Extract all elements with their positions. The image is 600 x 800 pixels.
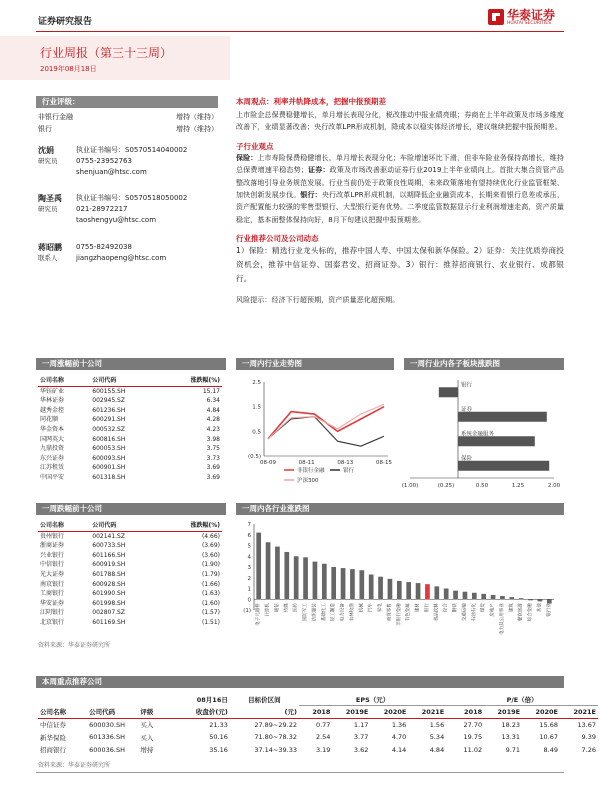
rating-row: 非银行金融 增持（维持）: [38, 113, 218, 121]
table-cell: 4.84: [206, 406, 220, 414]
category-label: 电力及公用事业: [499, 603, 505, 635]
bar: [256, 533, 261, 600]
bar: [528, 599, 533, 600]
y-tick-label: 6: [247, 532, 251, 539]
table-cell: 江阴银行: [40, 609, 65, 617]
bar: [425, 584, 430, 599]
table-row: [38, 551, 222, 561]
column-header: 2018: [464, 707, 483, 716]
table-cell: 27.70: [463, 720, 483, 729]
logo-cn: 华泰证券: [507, 8, 556, 22]
column-header: 公司名称: [40, 708, 66, 716]
table-cell: (3.60): [201, 551, 220, 559]
bar: [275, 547, 280, 600]
table-cell: 27.89~29.22: [254, 720, 297, 729]
table-cell: 35.16: [209, 745, 228, 754]
y-tick-label: 1: [247, 586, 251, 593]
table-cell: 华金资本: [40, 425, 65, 433]
category-label: 建材: [415, 603, 421, 613]
table-cell: 21.33: [209, 720, 228, 729]
table-cell: 2.54: [315, 733, 331, 742]
column-header: 公司代码: [89, 708, 116, 716]
table-row: [38, 406, 222, 416]
column-header: 2018: [312, 707, 331, 716]
trend-chart: [236, 374, 396, 492]
bar: [472, 593, 477, 599]
table-cell: (3.69): [201, 542, 220, 550]
column-header: 2020E: [535, 707, 558, 716]
table-cell: 600919.SH: [92, 561, 126, 569]
category-label: 医药: [293, 603, 299, 613]
analyst-block: [38, 145, 228, 270]
category-label: 汽车: [368, 603, 374, 613]
bar: [322, 564, 327, 599]
table-cell: 4.14: [391, 745, 407, 754]
column-header: 评级: [140, 708, 154, 716]
table-row: [38, 618, 222, 628]
table-cell: 南京银行: [40, 580, 65, 588]
category-label: 商贸零售: [387, 603, 393, 622]
table-cell: 600053.SH: [92, 445, 126, 453]
sub-text: 保险：上市寿险保费稳健增长，单月增长表现分化；车险增速环比下滑，但非车险业务保持高增长，维持总保费增速平稳态势；证券：政策及市场改善驱动证券行业2019上半年业绩向上。首批大集合资管产品整改落地引导业务规范发展。行业当前仍处于政策良性周期，未来政策落地有望持续优化行业监管框架、加快创新发展步伐。银行：央行改革LPR形成机制，以期降低企业融资成本，长期来看银行息差或承压，资产配置能力较强的零售型银行、大型银行更有优势。二季度监管数据显示行业利润增速走高，资产质量稳定，基本面整体保持向好，8月下旬建议把握中报预期差。: [236, 153, 564, 224]
sub-title: 子行业观点: [236, 141, 274, 151]
bar: [416, 583, 421, 599]
x-tick-label: 08-13: [337, 460, 354, 466]
table-cell: 工商银行: [40, 590, 65, 598]
table-cell: (4.66): [201, 532, 220, 540]
rec-text: 1）保险：精选行业龙头标的，推荐中国人寿、中国太保和新华保险。2）证券：关注优质券商投资机会，推荐中信证券、国泰君安、招商证券。3）银行：推荐招商银行、农业银行、成都银行。: [236, 246, 564, 284]
table-cell: (1.60): [201, 599, 220, 607]
table-cell: 中国平安: [40, 473, 65, 481]
table-cell: 8.49: [543, 745, 558, 754]
bar: [359, 570, 364, 599]
table-cell: (1.66): [201, 580, 220, 588]
category-label: 石油石化: [471, 603, 477, 622]
source-note: 资料来源：华泰证券研究所: [38, 762, 111, 769]
y-tick-label: (1): [243, 608, 251, 614]
table-cell: 贵州银行: [40, 532, 65, 540]
table-row: [38, 396, 222, 406]
category-label: 交通运输: [462, 603, 468, 622]
table-cell: 同花顺: [40, 416, 59, 424]
recommend-table: [38, 693, 598, 756]
table-cell: 1.56: [429, 720, 445, 729]
table-cell: 600155.SH: [92, 387, 126, 395]
bar: [294, 556, 299, 599]
table-cell: 600816.SH: [92, 435, 126, 443]
y-tick-label: 1.5: [252, 404, 261, 411]
table-row: [38, 454, 222, 464]
category-label: 钢铁: [453, 603, 459, 613]
footer-divider: [36, 772, 564, 773]
category-label: 综合: [443, 603, 449, 613]
table-row: [38, 599, 222, 609]
legend-label: 沪深300: [297, 478, 319, 484]
table-cell: 中信证券: [40, 721, 66, 730]
table-cell: 002807.SZ: [92, 609, 125, 617]
column-header: 收盘价(元): [195, 708, 228, 716]
bar: [458, 412, 547, 422]
category-label: 煤炭: [481, 603, 487, 613]
table-cell: 九鼎投资: [40, 445, 65, 453]
table-cell: 5.34: [429, 733, 445, 742]
table-header: 08月16日 目标价区间 EPS（元） P/E（倍）: [38, 693, 598, 706]
bar: [313, 562, 318, 600]
table-cell: 50.16: [209, 733, 228, 742]
table-cell: 13.67: [577, 720, 596, 729]
category-label: 食品饮料: [434, 603, 440, 622]
logo: [488, 5, 564, 29]
x-tick-label: 1.25: [511, 483, 525, 489]
table-cell: 0.77: [315, 720, 331, 729]
x-tick-label: 2.00: [547, 483, 561, 489]
table-cell: 北京银行: [40, 618, 65, 626]
table-cell: 19.75: [463, 733, 483, 742]
y-tick-label: 5: [247, 543, 251, 550]
table-cell: 3.75: [206, 445, 220, 453]
analyst-1: 沈娟 研究员 执业证书编号：S0570514040002 0755-23952763 shenjuan@htsc.com: [38, 146, 188, 176]
table-cell: 4.84: [429, 745, 445, 754]
table-cell: 15.68: [539, 720, 558, 729]
table-cell: 3.69: [206, 464, 220, 472]
main-text: [236, 96, 564, 307]
x-tick-label: 0.50: [475, 483, 489, 489]
table-cell: 华安证券: [40, 599, 65, 607]
table-cell: (1.90): [201, 561, 220, 569]
x-tick-label: 08-15: [376, 460, 392, 466]
table-cell: 9.71: [505, 745, 521, 754]
column-header: 2021E: [573, 707, 596, 716]
headline-text: 上市险企总保费稳健增长，单月增长表现分化，税改推动中报业绩亮眼；券商在上半年政策及市场多维度改善下，业绩显著改善；央行改革LPR形成机制，降成本以稳实体经济增长，建议继续把握中报预期差。: [236, 111, 564, 132]
bar: [453, 591, 458, 600]
rating-row: 银行 增持（维持）: [38, 125, 218, 133]
table-cell: 601336.SH: [89, 733, 125, 742]
category-label: 证券: [461, 406, 473, 413]
gainers-title: 一周涨幅前十公司: [36, 358, 226, 370]
table-cell: 71.80~78.32: [254, 733, 297, 742]
y-tick-label: (0.5): [247, 454, 261, 460]
bar: [341, 568, 346, 599]
table-row: [38, 444, 222, 454]
series-line: [268, 404, 384, 439]
category-label: 传媒: [284, 603, 290, 613]
table-cell: 1.36: [391, 720, 407, 729]
table-cell: 招商银行: [40, 746, 66, 755]
y-tick-label: 2.5: [252, 380, 261, 386]
table-header: [38, 706, 598, 719]
bar: [444, 589, 449, 600]
rating-table: [38, 112, 218, 136]
report-date: 2019年08月18日: [40, 65, 97, 73]
bar: [388, 579, 393, 599]
category-label: 计算机: [265, 603, 271, 617]
table-cell: 华林证券: [40, 397, 65, 405]
table-cell: 601236.SH: [92, 406, 126, 414]
category-label: 保险: [461, 455, 473, 462]
table-row: [38, 386, 222, 396]
sub-sector-chart: [396, 374, 566, 492]
table-header: 公司名称 公司代码 涨跌幅(%): [38, 376, 222, 386]
table-cell: (1.79): [201, 570, 220, 578]
x-tick-label: (0.25): [437, 483, 455, 489]
table-cell: 601166.SH: [92, 551, 126, 559]
recommend-title: 本周重点推荐公司: [36, 676, 564, 688]
table-cell: 13.31: [501, 733, 521, 742]
table-cell: 4.70: [391, 733, 407, 742]
y-tick-label: 4: [247, 554, 251, 561]
category-label: 餐饮旅游: [518, 603, 524, 622]
category-label: 银行: [461, 382, 473, 389]
table-cell: (1.57): [201, 609, 220, 617]
table-cell: 买入: [140, 721, 154, 730]
table-cell: 3.77: [353, 733, 369, 742]
bar: [397, 581, 402, 599]
table-cell: 4.23: [206, 425, 220, 433]
table-row: [38, 531, 222, 541]
table-cell: 600036.SH: [89, 745, 125, 754]
table-cell: 9.39: [581, 733, 596, 742]
table-row: [38, 415, 222, 425]
table-cell: 000532.SZ: [92, 425, 125, 433]
table-cell: 600733.SH: [92, 542, 126, 550]
category-label: 农林牧渔: [349, 603, 355, 622]
bar: [434, 586, 439, 599]
table-cell: 6.34: [206, 397, 220, 405]
analyst-3: 蒋昭鹏 联系人 0755-82492038 jiangzhaopeng@htsc.com: [38, 243, 167, 262]
y-tick-label: 7: [247, 522, 251, 528]
table-cell: 越秀金控: [40, 406, 65, 414]
losers-table: [38, 521, 222, 628]
table-row: [38, 719, 598, 732]
bar: [350, 569, 355, 599]
analyst-2: 陶圣禹 研究员 执业证书编号：S0570518050002 021-28972217 taoshengyu@htsc.com: [38, 194, 188, 224]
y-tick-label: 3: [247, 565, 251, 571]
table-cell: (1.63): [201, 590, 220, 598]
column-header: 2019E: [497, 707, 521, 716]
column-header: 2020E: [383, 707, 407, 716]
table-cell: 18.23: [501, 720, 521, 729]
bar: [406, 582, 411, 599]
table-row: [38, 473, 222, 483]
category-label: 建筑: [509, 603, 515, 613]
table-cell: 增持: [140, 746, 154, 755]
bar: [519, 598, 524, 599]
table-header: 公司名称 公司代码 涨跌幅(%): [38, 521, 222, 531]
logo-en: HUATAI SECURITIES: [507, 21, 552, 26]
trend-title: 一周内行业走势图: [236, 358, 394, 370]
bar: [491, 595, 496, 599]
table-cell: 37.14~39.33: [254, 745, 297, 754]
losers-title: 一周跌幅前十公司: [36, 503, 226, 515]
category-label: 非银行金融: [396, 603, 402, 626]
column-header: 2021E: [421, 707, 445, 716]
rec-title: 行业推荐公司及公司动态: [236, 234, 319, 244]
y-tick-label: 0.5: [252, 429, 261, 436]
bar: [439, 387, 458, 397]
bar: [331, 567, 336, 599]
table-cell: 600093.SH: [92, 454, 126, 462]
category-label: 综合金融: [528, 603, 534, 622]
table-row: [38, 580, 222, 590]
table-row: [38, 560, 222, 570]
x-tick-label: 08-11: [298, 460, 315, 466]
legend-label: 非银行金融: [297, 468, 325, 474]
table-cell: 光大证券: [40, 570, 65, 578]
table-cell: 3.73: [206, 454, 220, 462]
table-cell: 601990.SH: [92, 590, 126, 598]
y-tick-label: 0: [247, 597, 251, 604]
sub-chart-title: 一周行业内各子板块涨跌图: [404, 358, 564, 370]
table-cell: 3.98: [206, 435, 220, 443]
gainers-table: [38, 376, 222, 483]
table-cell: 600928.SH: [92, 580, 126, 588]
table-cell: 600291.SH: [92, 416, 126, 424]
bar: [458, 461, 549, 471]
bar: [500, 596, 505, 599]
logo-icon: [488, 9, 504, 25]
table-cell: 3.19: [315, 745, 331, 754]
category-label: 银行: [424, 603, 430, 613]
y-tick-label: 2: [247, 575, 251, 582]
table-cell: 3.69: [206, 473, 220, 481]
x-tick-label: 08-09: [260, 460, 276, 466]
table-cell: 兴业银行: [40, 551, 65, 559]
category-label: 国防军工: [303, 603, 309, 622]
table-row: [38, 570, 222, 580]
table-cell: 3.62: [353, 745, 369, 754]
table-cell: 601169.SH: [92, 618, 126, 626]
category-label: 家电: [378, 603, 384, 613]
table-cell: 中信银行: [40, 561, 65, 569]
table-cell: 买入: [140, 733, 154, 742]
bar: [538, 599, 543, 601]
table-cell: 002141.SZ: [92, 532, 125, 540]
table-cell: (1.51): [201, 618, 220, 626]
table-cell: 国网英大: [40, 435, 65, 443]
table-cell: 15.17: [202, 387, 220, 395]
category-label: 纺织服装: [312, 603, 318, 622]
category-label: 通信: [274, 603, 280, 613]
report-type: 证券研究报告: [38, 17, 93, 27]
bar: [547, 599, 552, 603]
series-line: [268, 417, 384, 447]
table-row: [38, 541, 222, 551]
bar: [458, 436, 535, 446]
table-cell: 11.02: [463, 745, 483, 754]
column-header: 2019E: [345, 707, 369, 716]
industry-chart: [236, 518, 564, 650]
category-label: 有色金属: [406, 603, 412, 622]
header-divider: [36, 31, 564, 32]
table-cell: 浙商证券: [40, 542, 65, 550]
industry-title: 一周内各行业涨跌图: [236, 503, 564, 515]
category-label: 其他: [537, 603, 543, 613]
category-label: 基础化工: [321, 603, 327, 622]
table-row: [38, 463, 222, 473]
category-label: 房地产: [490, 603, 496, 617]
risk-text: 风险提示：经济下行超预期，资产质量恶化超预期。: [236, 296, 400, 305]
bar: [284, 552, 289, 599]
table-cell: 东兴证券: [40, 454, 65, 462]
table-cell: 10.67: [539, 733, 558, 742]
x-tick-label: (1.00): [401, 483, 419, 489]
bar: [378, 577, 383, 600]
table-row: [38, 589, 222, 599]
bar: [369, 575, 374, 600]
page-title: 行业周报（第三十三周）: [40, 46, 173, 60]
category-label: 电子元器件: [256, 603, 262, 626]
table-row: [38, 608, 222, 618]
table-cell: 4.28: [206, 416, 220, 424]
bar: [463, 592, 468, 600]
table-cell: 新华保险: [40, 733, 66, 742]
bar: [303, 557, 308, 599]
column-header: (元): [284, 708, 297, 716]
table-row: [38, 425, 222, 435]
legend-label: 银行: [343, 468, 355, 474]
category-label: 轻工制造: [331, 603, 337, 622]
table-cell: 601788.SH: [92, 570, 126, 578]
source-note: 资料来源：华泰证券研究所: [38, 642, 111, 649]
table-cell: 601318.SH: [92, 473, 126, 481]
bar: [481, 594, 486, 599]
table-cell: 7.26: [581, 745, 596, 754]
category-label: 机械: [359, 603, 365, 613]
table-row: [38, 744, 598, 757]
bar: [509, 597, 514, 599]
table-cell: 华钰矿业: [40, 387, 65, 395]
category-label: 系统金融服务: [461, 431, 495, 438]
category-label: 银行业: [546, 603, 552, 617]
bar: [266, 542, 271, 599]
table-cell: 601998.SH: [92, 599, 126, 607]
table-cell: 600030.SH: [89, 720, 125, 729]
table-cell: 1.17: [353, 720, 369, 729]
table-row: [38, 435, 222, 445]
headline: 本周观点：利率并轨降成本，把握中报预期差: [236, 97, 386, 106]
table-cell: 600901.SH: [92, 464, 126, 472]
table-row: [38, 731, 598, 744]
rating-title: 行业评级：: [36, 96, 218, 108]
category-label: 电力设备: [340, 603, 346, 622]
table-cell: 江苏租赁: [40, 464, 65, 472]
table-cell: 002945.SZ: [92, 397, 125, 405]
